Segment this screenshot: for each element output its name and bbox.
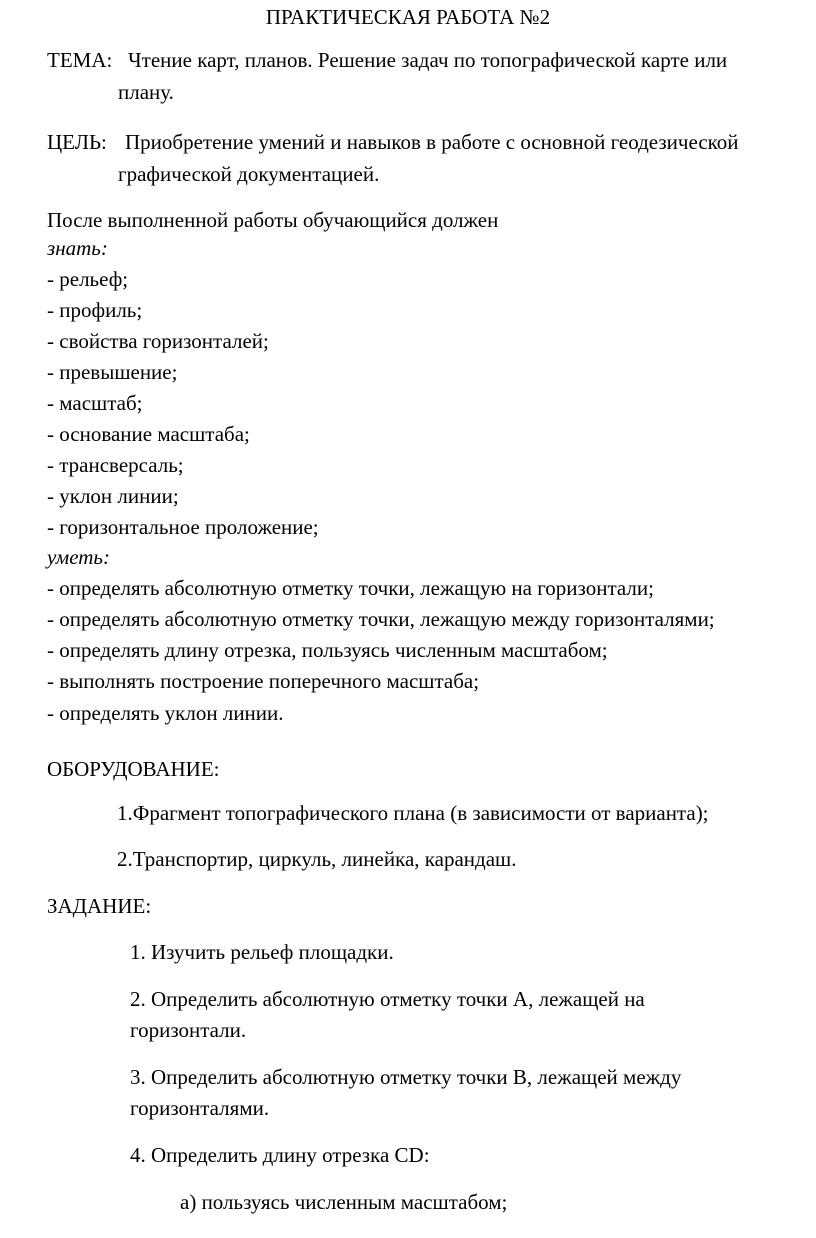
goal-text-line1: Приобретение умений и навыков в работе с основной геодезической [125, 130, 739, 154]
can-item: - определять абсолютную отметку точки, лежащую между горизонталями; [47, 607, 715, 631]
know-item: - рельеф; [47, 267, 129, 291]
equipment-item: 2.Транспортир, циркуль, линейка, карандаш. [117, 847, 517, 871]
intro-text: После выполненной работы обучающийся должен [47, 208, 499, 232]
task-item-1: 1. Изучить рельеф площадки. [130, 940, 394, 964]
can-item: - определять уклон линии. [47, 701, 284, 725]
can-item: - определять длину отрезка, пользуясь численным масштабом; [47, 638, 608, 662]
document-title: ПРАКТИЧЕСКАЯ РАБОТА №2 [265, 5, 551, 29]
know-label: знать: [47, 236, 108, 260]
can-item: - выполнять построение поперечного масштаба; [47, 669, 480, 693]
task-item-2-line1: 2. Определить абсолютную отметку точки А, лежащей на [130, 987, 645, 1011]
theme-text-line2: плану. [118, 80, 174, 104]
know-item: - превышение; [47, 360, 178, 384]
know-item: - уклон линии; [47, 484, 179, 508]
goal-text-line2: графической документацией. [118, 162, 380, 186]
task-heading: ЗАДАНИЕ: [47, 894, 152, 918]
theme-text-line1: Чтение карт, планов. Решение задач по топографической карте или [128, 48, 728, 72]
task-item-3-line1: 3. Определить абсолютную отметку точки В, лежащей между [130, 1065, 682, 1089]
can-item: - определять абсолютную отметку точки, лежащую на горизонтали; [47, 576, 654, 600]
task-item-4a: а) пользуясь численным масштабом; [180, 1190, 508, 1214]
equipment-heading: ОБОРУДОВАНИЕ: [47, 757, 220, 781]
know-item: - профиль; [47, 298, 143, 322]
task-item-4: 4. Определить длину отрезка CD: [130, 1143, 430, 1167]
goal-label: ЦЕЛЬ: [47, 130, 107, 154]
know-item: - масштаб; [47, 391, 143, 415]
task-item-3-line2: горизонталями. [130, 1096, 270, 1120]
can-label: уметь: [47, 545, 110, 569]
task-item-2-line2: горизонтали. [130, 1018, 247, 1042]
know-item: - трансверсаль; [47, 453, 184, 477]
know-item: - горизонтальное проложение; [47, 515, 319, 539]
know-item: - свойства горизонталей; [47, 329, 269, 353]
theme-label: ТЕМА: [47, 48, 113, 72]
know-item: - основание масштаба; [47, 422, 250, 446]
equipment-item: 1.Фрагмент топографического плана (в зависимости от варианта); [117, 801, 709, 825]
